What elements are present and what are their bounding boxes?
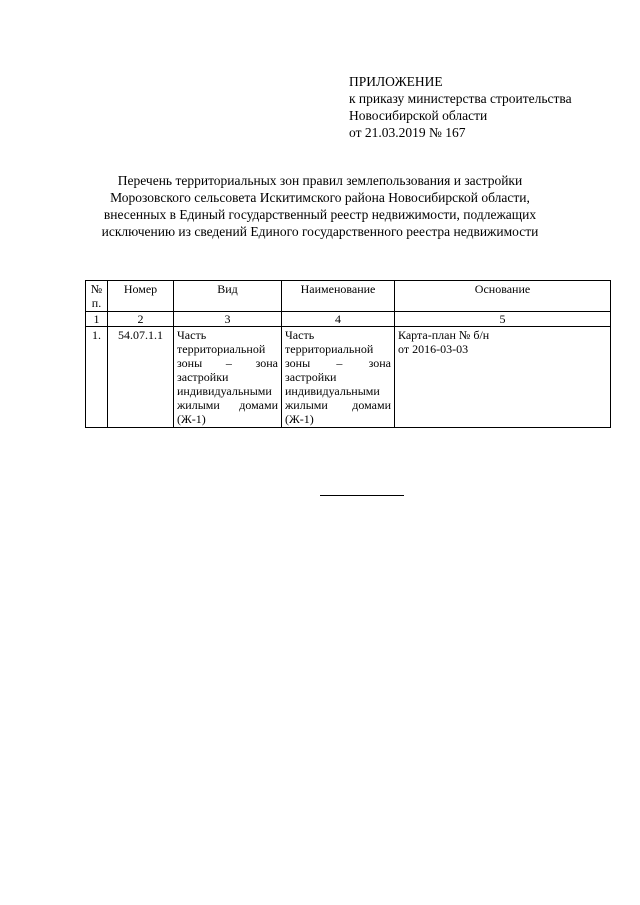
row-code: 54.07.1.1 [108, 327, 174, 428]
title-line: внесенных в Единый государственный реестр недвижимости, подлежащих [103, 207, 537, 222]
type-line: (Ж-1) [177, 412, 206, 426]
column-number: 4 [282, 312, 395, 327]
row-num: 1. [86, 327, 108, 428]
basis-line: Карта-план № б/н [398, 328, 490, 342]
header-type: Вид [174, 281, 282, 312]
appendix-line: Новосибирской области [349, 108, 488, 123]
row-name [282, 327, 395, 428]
appendix-heading: ПРИЛОЖЕНИЕ [349, 74, 443, 89]
column-number-row [86, 312, 611, 327]
title-line: исключению из сведений Единого государственного реестра недвижимости [101, 224, 539, 239]
type-line: территориальной [177, 342, 266, 356]
separator-line [320, 495, 404, 496]
type-line: зоны – зона [177, 356, 278, 370]
type-line: Часть [177, 328, 207, 342]
header-basis: Основание [395, 281, 611, 312]
name-line: зоны – зона [285, 356, 391, 370]
header-code: Номер [108, 281, 174, 312]
table-row [86, 327, 611, 428]
column-number: 5 [395, 312, 611, 327]
name-line: индивидуальными [285, 384, 380, 398]
column-number: 2 [108, 312, 174, 327]
zones-table [85, 280, 611, 428]
row-type [174, 327, 282, 428]
header-num: № п. [86, 281, 108, 312]
column-number: 1 [86, 312, 108, 327]
name-line: (Ж-1) [285, 412, 314, 426]
table-header-row [86, 281, 611, 312]
column-number: 3 [174, 312, 282, 327]
type-line: застройки [177, 370, 229, 384]
appendix-line: к приказу министерства строительства [349, 91, 572, 106]
type-line: индивидуальными [177, 384, 272, 398]
name-line: жилыми домами [285, 398, 391, 412]
name-line: территориальной [285, 342, 374, 356]
title-line: Перечень территориальных зон правил землепользования и застройки [117, 173, 523, 188]
appendix-block [349, 73, 619, 141]
basis-line: от 2016-03-03 [398, 342, 469, 356]
name-line: Часть [285, 328, 315, 342]
name-line: застройки [285, 370, 337, 384]
document-title [60, 172, 580, 240]
type-line: жилыми домами [177, 398, 278, 412]
row-basis [395, 327, 611, 428]
appendix-order-ref: от 21.03.2019 № 167 [349, 125, 466, 140]
header-name: Наименование [282, 281, 395, 312]
title-line: Морозовского сельсовета Искитимского района Новосибирской области, [110, 190, 530, 205]
